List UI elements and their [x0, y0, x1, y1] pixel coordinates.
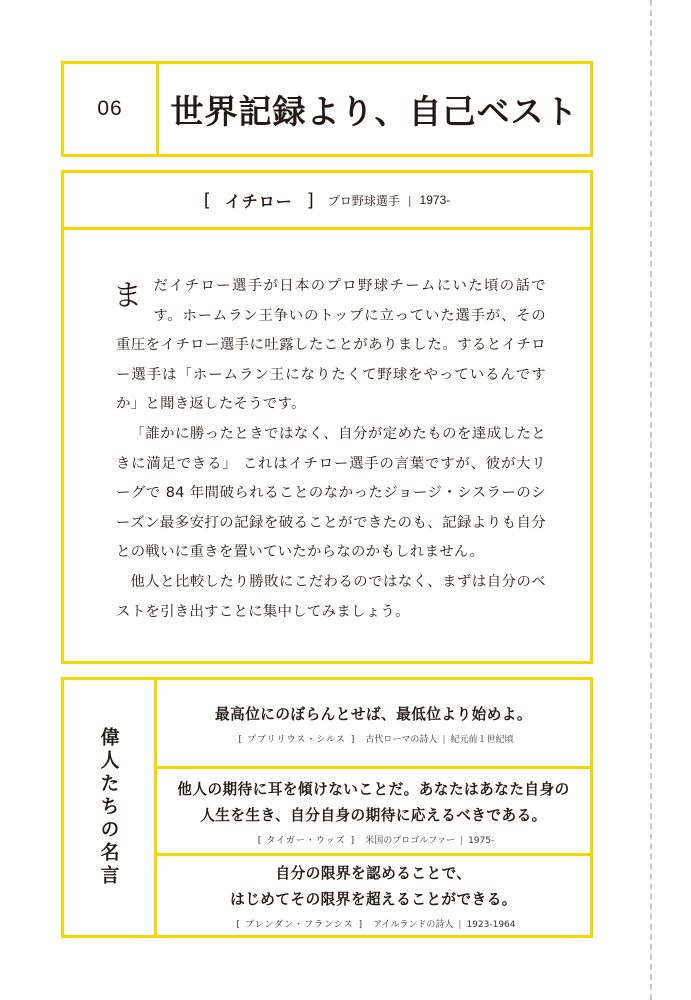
quote-attribution — [253, 833, 494, 846]
profile-separator: | — [407, 193, 412, 207]
quote-author: プブリリウス・シルス — [247, 734, 346, 745]
author-years: 1975- — [468, 835, 495, 846]
article-paragraph: 「誰かに勝ったときではなく、自分が定めたものを達成したときに満足できる」 これはイチロー選手の言葉ですが、彼が大リーグで 84 年間破られることのなかったジョージ・シスラーのシーズン最多安打の記録を破ることができたのも、記録よりも自分との戦いに重きを置いていたからなのかもしれません。 — [116, 425, 546, 561]
quotes-box — [61, 677, 593, 938]
attr-separator: | — [442, 734, 446, 745]
attr-bracket-open: [ — [236, 920, 241, 930]
quote-author: タイガー・ウッズ — [266, 835, 346, 846]
article-paragraph: 他人と比較したり勝敗にこだわるのではなく、まずは自分のベストを引き出すことに集中してみましょう。 — [116, 573, 546, 620]
chapter-title: 世界記録より、自己ベスト — [170, 91, 579, 131]
quote-attribution — [234, 732, 514, 745]
article-paragraph — [113, 272, 546, 420]
profile-bracket-open: [ — [203, 189, 211, 211]
attr-bracket-open: [ — [238, 734, 243, 745]
drop-cap: ま — [113, 278, 143, 312]
attr-bracket-open: [ — [257, 835, 262, 846]
quote-line: 人生を生き、自分自身の期待に応えるべきである。 — [200, 806, 547, 824]
profile-header — [64, 173, 590, 230]
author-years: 1923-1964 — [466, 920, 516, 930]
author-description: アイルランドの詩人 — [373, 920, 454, 930]
quote-item — [157, 853, 590, 935]
quote-line: はじめてその限界を超えることができる。 — [230, 891, 517, 908]
quotes-list — [157, 680, 590, 935]
chapter-number: 06 — [64, 64, 159, 154]
attr-bracket-close: ] — [350, 734, 355, 745]
author-description: 米国のプロゴルファー — [365, 835, 456, 846]
article-paragraph-text: だイチロー選手が日本のプロ野球チームにいた頃の話です。ホームラン王争いのトップに立っていた選手が、その重圧をイチロー選手に吐露したことがありました。するとイチロー選手は「ホームラン王になりたくて野球をやっているんですか」と聞き返したそうです。 — [116, 278, 546, 413]
quote-item — [157, 680, 590, 766]
quote-line: 最高位にのぼらんとせば、最低位より始めよ。 — [215, 705, 532, 723]
author-description: 古代ローマの詩人 — [365, 734, 438, 745]
quote-attribution — [232, 917, 516, 930]
attr-separator: | — [460, 835, 464, 846]
quotes-side-label — [64, 680, 157, 935]
quote-author: ブレンダン・フランシス — [245, 920, 354, 930]
quote-line: 他人の期待に耳を傾けないことだ。あなたはあなた自身の — [177, 780, 570, 798]
profile-bracket-close: ] — [306, 189, 314, 211]
article-body — [113, 272, 546, 627]
attr-separator: | — [458, 920, 462, 930]
quotes-label: 偉人たちの名言 — [97, 727, 120, 888]
quote-item — [157, 766, 590, 853]
article-box — [61, 170, 593, 664]
profile-role: プロ野球選手 — [327, 193, 400, 208]
attr-bracket-close: ] — [350, 835, 355, 846]
chapter-title-box — [61, 61, 593, 157]
profile-name: イチロー — [224, 191, 293, 211]
cut-line — [650, 0, 652, 1000]
quote-line: 自分の限界を認めることで、 — [275, 865, 472, 882]
attr-bracket-close: ] — [358, 920, 363, 930]
profile-years: 1973- — [419, 193, 451, 207]
author-years: 紀元前１世紀頃 — [450, 734, 514, 745]
